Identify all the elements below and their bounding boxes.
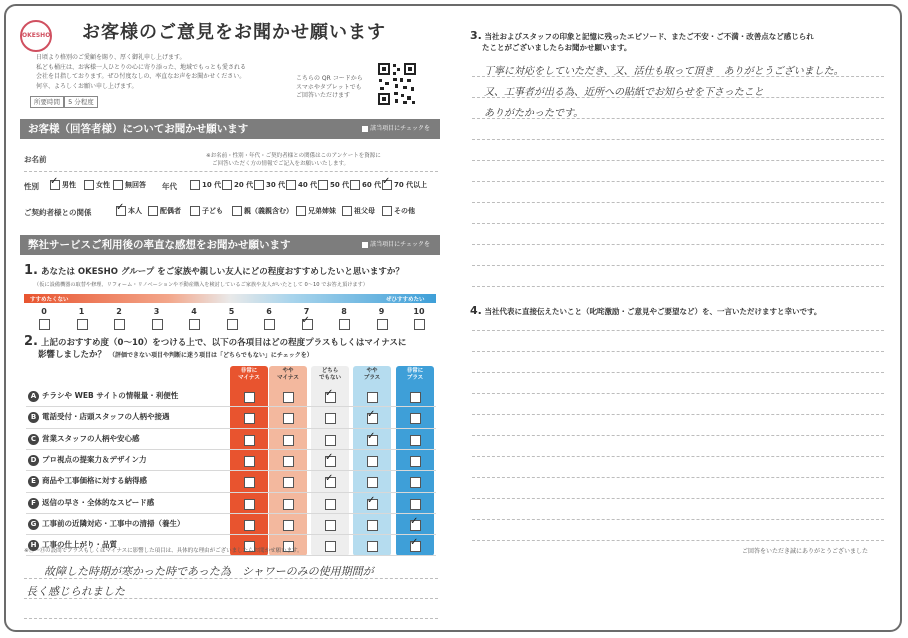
nps-score-checkbox[interactable] [264,319,275,330]
age-option[interactable]: 60 代 [350,180,381,190]
nps-score-label: 0 [41,307,47,316]
q2-row-label [28,497,154,509]
q2-row-text: 営業スタッフの人柄や安心感 [42,433,140,443]
name-note-line: ※お名前・性別・年代・ご契約者様との関係はこのアンケートを資源に [206,153,381,159]
q2-rating-checkbox[interactable] [244,435,255,446]
relation-option[interactable]: 親（義親含む） [232,206,293,216]
q2-footnote: ※Ⓐ～Ⓗの設問でプラスもしくはマイナスに影響した項目は、具体的な理由がございましたらお聞かせ願います。 [24,548,303,554]
age-option[interactable]: 30 代 [254,180,285,190]
nps-score-checkbox[interactable] [189,319,200,330]
checkbox-icon[interactable] [190,206,200,216]
q2-rating-checkbox[interactable] [410,541,421,552]
qr-text-line: ご回答いただけます [296,92,351,99]
q4-answer-line [472,414,884,415]
nps-score-checkbox[interactable] [152,319,163,330]
q2-rating-checkbox[interactable] [244,477,255,488]
checkbox-icon[interactable] [286,180,296,190]
relation-label: ご契約者様との関係 [24,208,92,217]
q2-rating-checkbox[interactable] [410,435,421,446]
q2-rating-checkbox[interactable] [325,435,336,446]
q2-rating-checkbox[interactable] [283,456,294,467]
q2-rating-checkbox[interactable] [410,499,421,510]
q2-row-text: 商品や工事価格に対する納得感 [42,476,147,486]
checkbox-icon[interactable] [50,180,60,190]
checkbox-icon[interactable] [148,206,158,216]
q2-rating-checkbox[interactable] [283,499,294,510]
section1-bar [20,119,440,139]
nps-score-label: 10 [413,307,425,316]
page-title: お客様のご意見をお聞かせ願います [82,22,386,43]
q2-row-divider [26,406,436,407]
q2-row-divider [26,449,436,450]
letter-circle-icon: E [28,476,39,487]
q4-question [470,304,821,317]
checkbox-icon[interactable] [116,206,126,216]
q2-rating-checkbox[interactable] [244,392,255,403]
q2-row-label [28,390,178,402]
company-stamp [20,20,52,52]
age-option[interactable]: 40 代 [286,180,317,190]
q2-rating-checkbox[interactable] [410,456,421,467]
nps-score-label: 4 [191,307,197,316]
nps-score-label: 6 [266,307,272,316]
checkbox-icon[interactable] [350,180,360,190]
check-square-icon [362,242,368,248]
q2-row-text: 工事前の近隣対応・工事中の清掃（養生） [42,518,185,528]
checkbox-icon[interactable] [382,206,392,216]
section1-title: お客様（回答者様）についてお聞かせ願います [28,123,249,135]
checkbox-icon[interactable] [296,206,306,216]
qr-text-line: こちらの QR コードから [296,75,363,82]
q2-rating-checkbox[interactable] [367,413,378,424]
check-note: 該当項目にチェックを [362,235,430,255]
age-option[interactable]: ✓ 70 代以上 [382,180,427,190]
q1-text: あなたは OKESHO グループ をご家族や親しい友人にどの程度おすすめしたいと思いますか？ [40,267,404,277]
q2-row-label [28,454,146,466]
checkbox-icon[interactable] [254,180,264,190]
q3-text-line1: 当社およびスタッフの印象と記憶に残ったエピソード、またご不安・ご不満・改善点など感じられ [484,32,814,41]
q1-number: 1. [24,263,38,278]
q4-answer-line [472,540,884,541]
age-label: 年代 [162,182,177,191]
intro-line: 会社を目指しております。ぜひ忖度なしの、率直なお声をお聞かせください。 [36,73,246,80]
q2-row-text: 工事の仕上がり・品質 [42,540,117,550]
name-note-line: ご回答いただく方の情報でご記入をお願いいたします。 [212,161,350,167]
q2-rating-checkbox[interactable] [325,520,336,531]
age-option[interactable]: 50 代 [318,180,349,190]
relation-option[interactable]: 祖父母 [342,206,375,216]
gender-option-male[interactable]: ✓ 男性 [50,180,76,190]
nps-score-checkbox[interactable] [302,319,313,330]
q4-answer-line [472,330,884,331]
nps-score-checkbox[interactable] [414,319,425,330]
q3-answer-line [472,181,884,182]
nps-score-checkbox[interactable] [114,319,125,330]
age-option[interactable]: 10 代 [190,180,221,190]
thanks-text: ご回答をいただき誠にありがとうございました [742,548,869,555]
checkbox-icon[interactable] [222,180,232,190]
nps-right-label: ぜひすすめたい [386,297,425,303]
letter-circle-icon: F [28,498,39,509]
intro-text [36,53,296,91]
q2-rating-checkbox[interactable] [325,413,336,424]
q4-answer-line [472,519,884,520]
q2-rating-checkbox[interactable] [244,520,255,531]
q2-row-label [28,411,170,423]
q2-rating-checkbox[interactable] [325,456,336,467]
q2-column-header: やや プラス [363,368,381,381]
check-note: 該当項目にチェックを [362,119,430,139]
q3-handwritten-answer: 又、工事者が出る為、近所への貼紙でお知らせを下さったこと [484,87,764,98]
section2-title: 弊社サービスご利用後の率直な感想をお聞かせ願います [28,239,291,251]
checkbox-icon[interactable] [190,180,200,190]
name-label: お名前 [24,155,47,164]
age-option[interactable]: 20 代 [222,180,253,190]
letter-circle-icon: G [28,519,39,530]
q2-text-line2: 影響しましたか？ [38,350,107,360]
q2-number: 2. [24,334,38,349]
q2-rating-checkbox[interactable] [283,520,294,531]
qr-text [296,75,363,101]
q2-row-label [28,433,140,445]
name-field[interactable] [24,171,438,172]
nps-score-checkbox[interactable] [39,319,50,330]
q3-answer-line [472,265,884,266]
required-time-value: 5 分程度 [64,96,98,108]
q2-rating-checkbox[interactable] [244,413,255,424]
q2-rating-checkbox[interactable] [367,392,378,403]
nps-score-label: 1 [78,307,85,316]
required-time-label: 所要時間 [30,96,64,108]
section2-bar [20,235,440,255]
checkbox-icon[interactable] [232,206,242,216]
q2-rating-checkbox[interactable] [283,413,294,424]
nps-score-label: 3 [153,307,160,316]
q2-row-divider [26,555,436,556]
q2-row-divider [26,513,436,514]
q4-number: 4. [470,304,482,317]
q2-rating-checkbox[interactable] [410,413,421,424]
checkbox-icon[interactable] [382,180,392,190]
q3-handwritten-answer: 丁寧に対応をしていただき、又、活仕も取って頂き ありがとうございました。 [484,66,844,77]
q2-row-text: 返信の早さ・全体的なスピード感 [42,497,155,507]
q3-question [470,30,814,53]
q4-answer-line [472,351,884,352]
q4-answer-line [472,498,884,499]
page-frame [4,4,902,632]
letter-circle-icon: B [28,412,39,423]
q2-rating-checkbox[interactable] [367,456,378,467]
q2-rating-checkbox[interactable] [367,435,378,446]
stamp-text: OKESHO [22,32,51,39]
q2-rating-checkbox[interactable] [410,392,421,403]
q2-text-line1: 上記のおすすめ度（0～10）をつける上で、以下の各項目はどの程度プラスもしくはマイナスに [40,338,407,348]
nps-score-label: 2 [116,307,122,316]
q2-reason-line [24,618,438,619]
q2-column-header: 非常に マイナス [238,368,260,381]
q2-rating-checkbox[interactable] [410,477,421,488]
letter-circle-icon: H [28,540,39,551]
q4-answer-line [472,435,884,436]
q2-row-divider [26,534,436,535]
q2-handwritten-answer: 故障した時期が寒かった時であった為 シャワーのみの使用期間が [44,565,374,578]
q4-answer-line [472,393,884,394]
letter-circle-icon: D [28,455,39,466]
q2-rating-checkbox[interactable] [325,499,336,510]
nps-score-checkbox[interactable] [77,319,88,330]
q3-number: 3. [470,29,482,42]
q2-rating-checkbox[interactable] [283,477,294,488]
letter-circle-icon: C [28,434,39,445]
q2-row-text: 電話受付・店頭スタッフの人柄や接遇 [42,412,170,422]
q3-answer-line [472,202,884,203]
q2-row-text: チラシや WEB サイトの情報量・利便性 [42,391,179,400]
q2-rating-checkbox[interactable] [367,520,378,531]
check-square-icon [362,126,368,132]
q2-question [24,336,406,362]
checkbox-icon[interactable] [113,180,123,190]
nps-left-label: すすめたくない [30,297,69,303]
q3-answer-line [472,160,884,161]
checkbox-icon[interactable] [84,180,94,190]
gender-label: 性別 [24,182,39,191]
q3-answer-line [472,223,884,224]
required-time [30,97,98,106]
q2-rating-checkbox[interactable] [325,541,336,552]
letter-circle-icon: A [28,391,39,402]
relation-option[interactable]: その他 [382,206,415,216]
relation-option[interactable]: 配偶者 [148,206,181,216]
nps-score-checkbox[interactable] [377,319,388,330]
q4-answer-line [472,372,884,373]
nps-scale-bar [24,294,436,303]
q2-rating-checkbox[interactable] [325,477,336,488]
q2-subtext: （評価できない項目や判断に迷う項目は「どちらでもない」にチェックを） [108,352,313,359]
q2-row-divider [26,492,436,493]
q4-answer-line [472,477,884,478]
q2-column-header: 非常に プラス [406,368,424,381]
q3-handwritten-answer: ありがたかったです。 [484,108,584,119]
intro-line: 日頃より格別のご愛顧を賜り、厚く御礼申し上げます。 [36,54,186,61]
relation-option[interactable]: 子ども [190,206,223,216]
q2-row-divider [26,470,436,471]
q4-text: 当社代表に直接伝えたいこと（叱咤激励・ご意見やご要望など）を、一言いただけますと幸いです。 [484,307,822,316]
q2-column-header: どちら でもない [318,368,341,381]
nps-score-label: 8 [341,307,347,316]
q3-answer-line [472,244,884,245]
q2-rating-checkbox[interactable] [283,435,294,446]
q1-subtext: （仮に設備機器の取替や修理、リフォーム・リノベーションや不動産購入を検討しているご家族や友人がいたとして 0～10 でお答え頂けます） [34,282,368,288]
gender-option-female[interactable]: 女性 [84,180,110,190]
checkbox-icon[interactable] [318,180,328,190]
q2-handwritten-answer: 長く感じられました [26,585,125,598]
q3-answer-line [472,286,884,287]
q2-rating-checkbox[interactable] [244,499,255,510]
nps-score-checkbox[interactable] [339,319,350,330]
name-note [206,152,381,168]
intro-line: 何卒、よろしくお願い申し上げます。 [36,82,138,90]
intro-line: 私ども桶庄は、お客様一人ひとりの心に寄り添った、地域でもっとも愛される [36,63,247,71]
q3-answer-line [472,139,884,140]
checkbox-icon[interactable] [342,206,352,216]
q2-row-divider [26,428,436,429]
qr-text-line: スマホやタブレットでも [296,83,362,91]
q2-rating-checkbox[interactable] [367,477,378,488]
nps-score-label: 7 [303,307,310,316]
q3-text-line2: たことがございましたらお聞かせ願います。 [482,43,632,52]
q1-question [24,263,404,278]
relation-option[interactable]: 兄弟姉妹 [296,206,336,216]
q2-rating-checkbox[interactable] [244,456,255,467]
q4-answer-line [472,456,884,457]
q2-row-label [28,518,185,530]
qr-code-icon[interactable] [377,62,417,106]
q2-column-header: やや マイナス [277,368,299,381]
nps-score-checkbox[interactable] [227,319,238,330]
nps-score-label: 5 [228,307,235,316]
nps-score-label: 9 [378,307,385,316]
relation-option[interactable]: ✓ 本人 [116,206,142,216]
q2-row-label [28,475,147,487]
q2-rating-checkbox[interactable] [410,520,421,531]
q2-rating-checkbox[interactable] [325,392,336,403]
q2-rating-checkbox[interactable] [367,499,378,510]
q2-rating-checkbox[interactable] [367,541,378,552]
gender-option-none[interactable]: 無回答 [113,180,146,190]
q2-row-text: プロ視点の提案力＆デザイン力 [42,454,147,464]
q2-rating-checkbox[interactable] [283,392,294,403]
